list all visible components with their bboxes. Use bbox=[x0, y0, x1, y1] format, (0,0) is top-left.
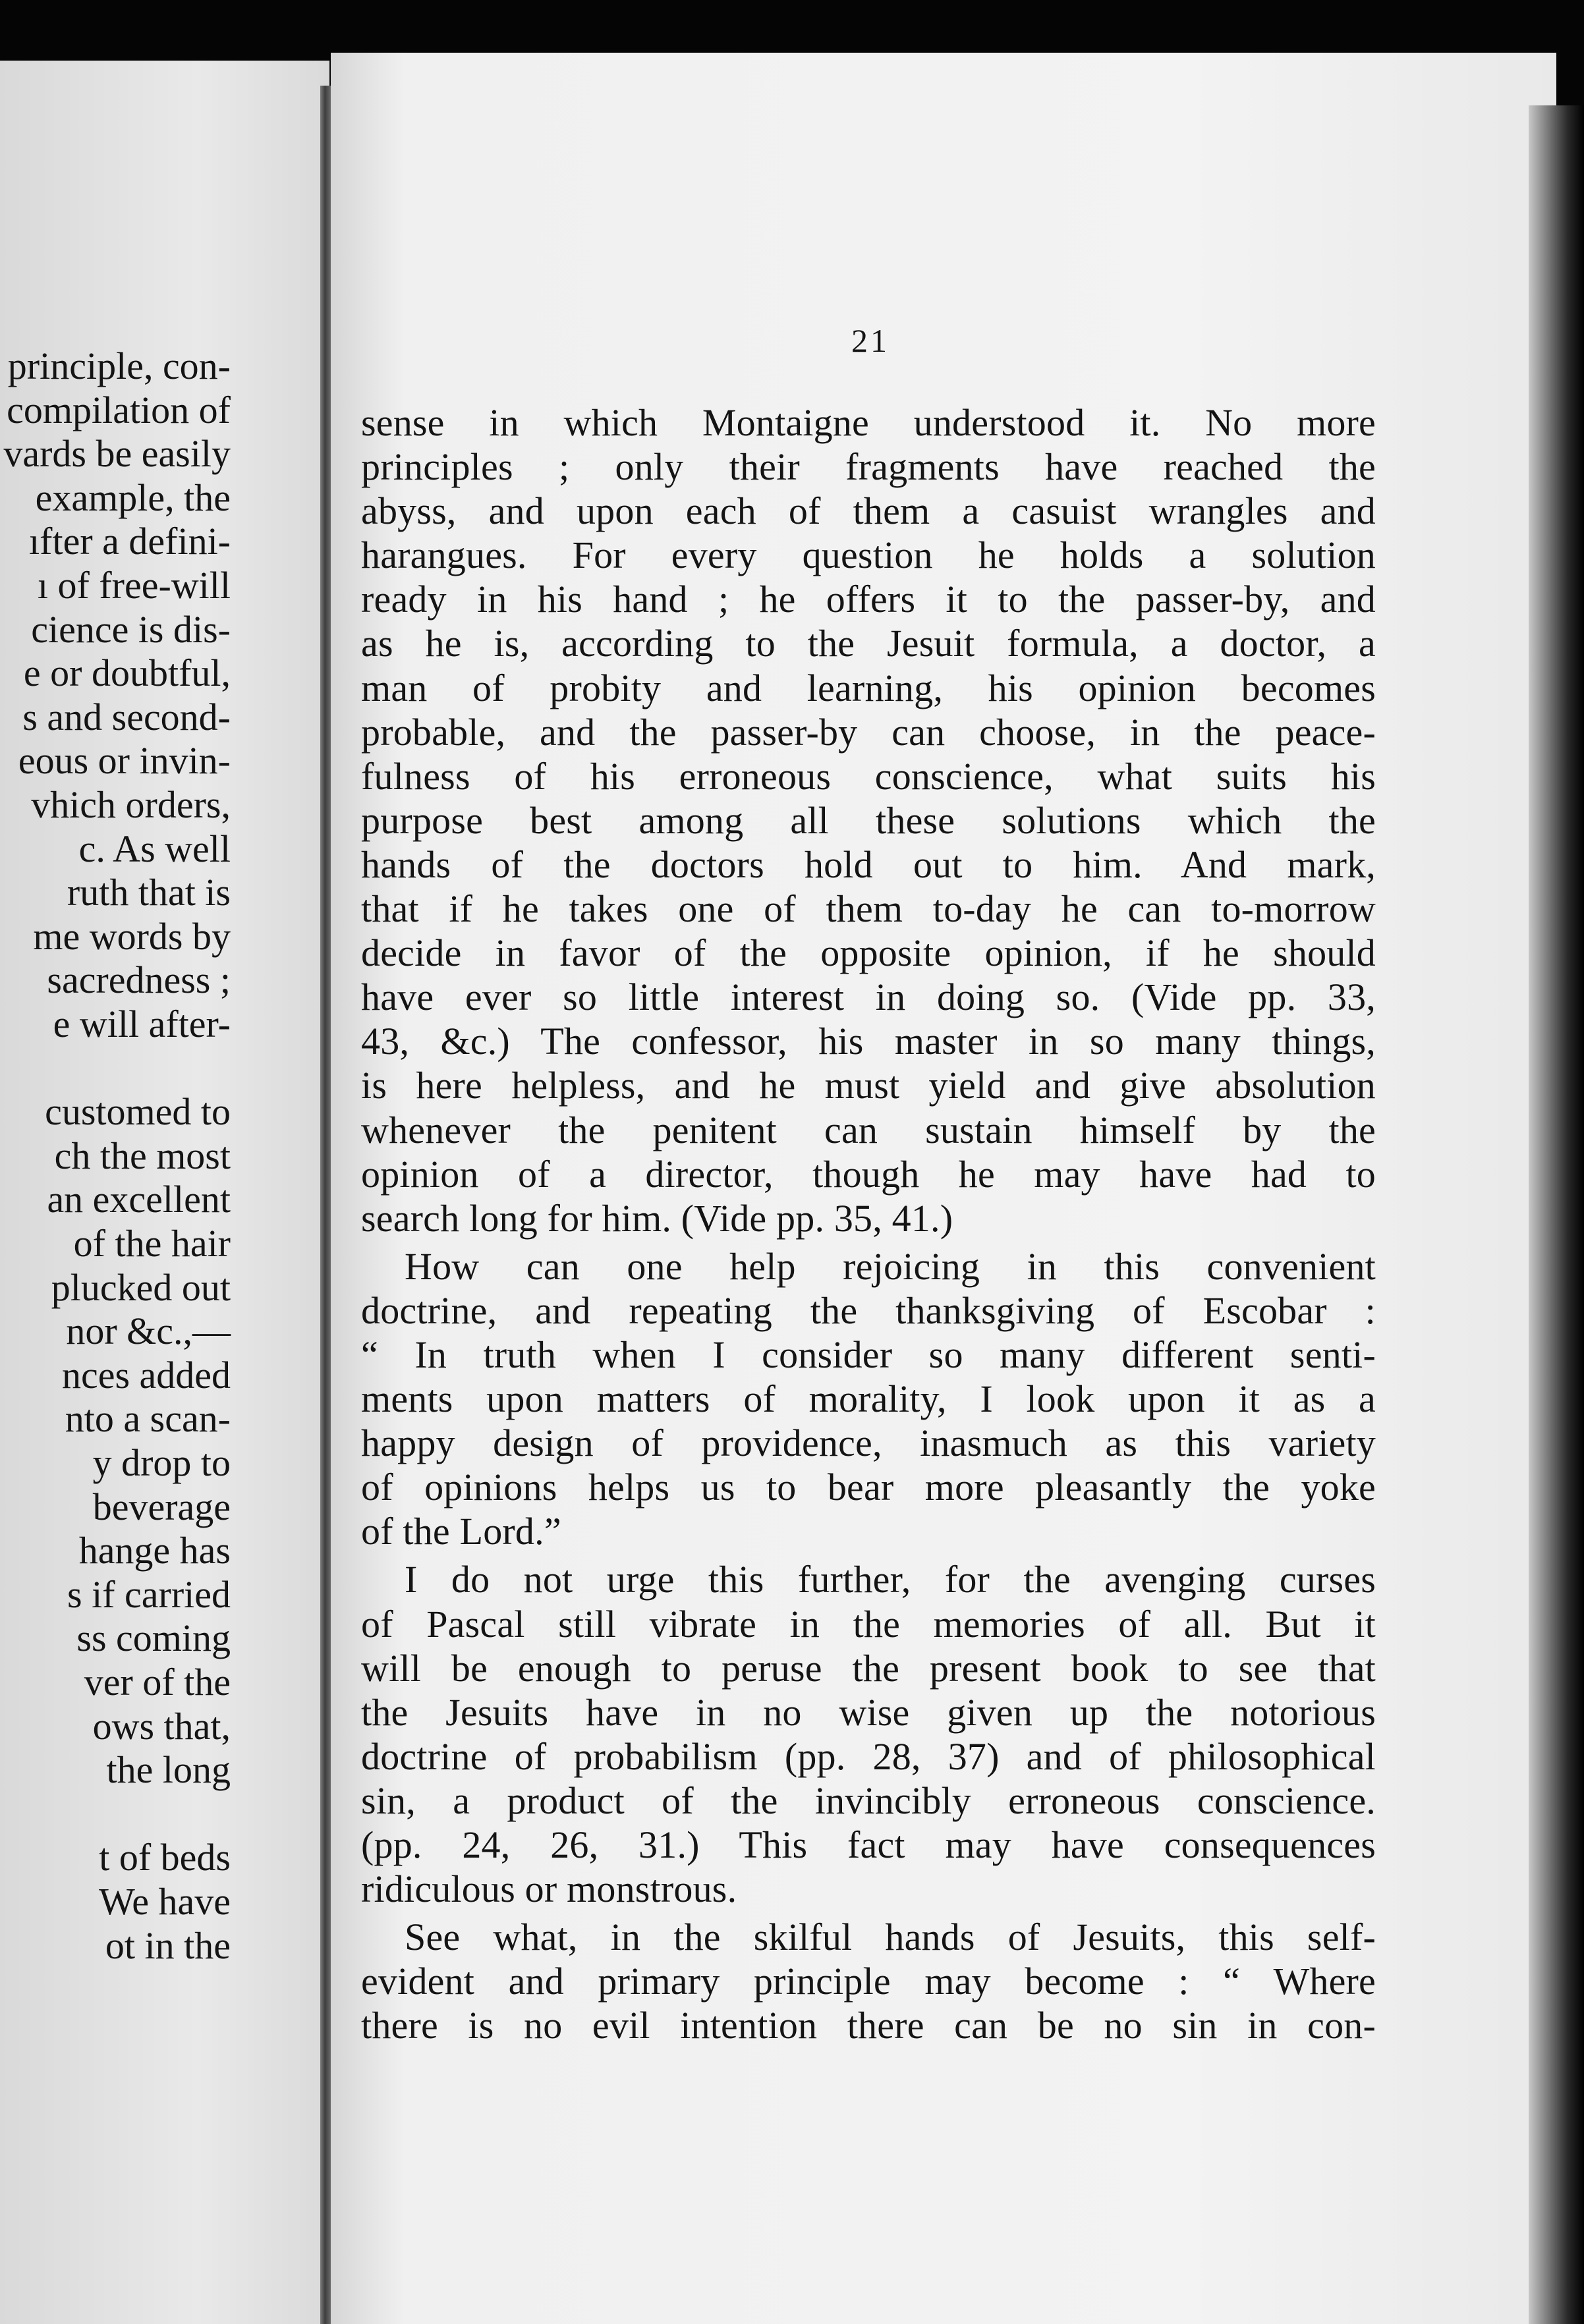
left-page-line: of the hair bbox=[73, 1222, 231, 1265]
text-line: that if he takes one of them to-day he can to-morrow bbox=[361, 887, 1376, 931]
text-line: doctrine of probabilism (pp. 28, 37) and of philosophical bbox=[361, 1734, 1376, 1778]
left-page-line: ows that, bbox=[92, 1704, 231, 1748]
text-line: hands of the doctors hold out to him. And mark, bbox=[361, 843, 1376, 886]
left-page-line: e will after- bbox=[53, 1003, 231, 1045]
left-page-line: s and second- bbox=[22, 695, 231, 738]
text-line: search long for him. (Vide pp. 35, 41.) bbox=[361, 1196, 953, 1240]
left-page-line: vhich orders, bbox=[31, 783, 231, 826]
text-line: 43, &c.) The confessor, his master in so many things, bbox=[361, 1020, 1376, 1063]
left-page-line: compilation of bbox=[7, 388, 231, 431]
left-page-line: an excellent bbox=[47, 1178, 231, 1221]
left-page-line: ch the most bbox=[54, 1134, 231, 1177]
text-line: of opinions helps us to bear more pleasantly the yoke bbox=[361, 1466, 1376, 1509]
text-line: How can one help rejoicing in this convenient bbox=[405, 1244, 1376, 1288]
text-line: have ever so little interest in doing so. (Vide pp. 33, bbox=[361, 976, 1376, 1019]
left-page-line: plucked out bbox=[51, 1265, 231, 1309]
main-text-block bbox=[361, 401, 1376, 2047]
text-line: doctrine, and repeating the thanksgiving of Escobar : bbox=[361, 1288, 1376, 1332]
left-page-line: principle, con- bbox=[7, 345, 231, 387]
left-page-line: customed to bbox=[45, 1090, 231, 1134]
left-page-line: the long bbox=[106, 1748, 231, 1792]
text-line: the Jesuits have in no wise given up the notorious bbox=[361, 1690, 1376, 1734]
text-line: of the Lord.” bbox=[361, 1510, 561, 1553]
left-page-line: nor &c.,— bbox=[66, 1310, 231, 1353]
left-page-line: me words by bbox=[33, 914, 231, 958]
left-page-line: hange has bbox=[78, 1529, 231, 1572]
text-line: will be enough to peruse the present book to see that bbox=[361, 1646, 1376, 1690]
text-line: sin, a product of the invincibly erroneous conscience. bbox=[361, 1779, 1376, 1822]
left-page-line: eous or invin- bbox=[18, 739, 231, 783]
text-line: abyss, and upon each of them a casuist wrangles and bbox=[361, 489, 1376, 533]
left-page-line: ss coming bbox=[76, 1617, 231, 1660]
text-line: sense in which Montaigne understood it. No more bbox=[361, 401, 1376, 444]
text-line: whenever the penitent can sustain himself by the bbox=[361, 1108, 1376, 1151]
text-line: See what, in the skilful hands of Jesuits, this self- bbox=[405, 1916, 1376, 1959]
text-line: fulness of his erroneous conscience, what suits his bbox=[361, 754, 1376, 798]
text-line: ready in his hand ; he offers it to the passer-by, and bbox=[361, 578, 1376, 621]
text-line: as he is, according to the Jesuit formula, a doctor, a bbox=[361, 622, 1376, 665]
text-line: evident and primary principle may become : “ Where bbox=[361, 1960, 1376, 2003]
left-page-line: sacredness ; bbox=[47, 958, 231, 1002]
text-line: of Pascal still vibrate in the memories of all. But it bbox=[361, 1602, 1376, 1646]
text-line: decide in favor of the opposite opinion, if he should bbox=[361, 931, 1376, 975]
left-page-line: c. As well bbox=[78, 827, 231, 870]
text-line: “ In truth when I consider so many different senti- bbox=[361, 1333, 1376, 1376]
text-line: is here helpless, and he must yield and give absolution bbox=[361, 1064, 1376, 1107]
text-line: opinion of a director, though he may have had to bbox=[361, 1152, 1376, 1196]
left-page-line: beverage bbox=[92, 1485, 231, 1528]
left-page-line: ruth that is bbox=[67, 871, 231, 914]
left-page-line: ı of free-will bbox=[37, 564, 231, 607]
text-line: (pp. 24, 26, 31.) This fact may have consequences bbox=[361, 1823, 1376, 1866]
left-page-line: example, the bbox=[35, 476, 231, 519]
text-line: principles ; only their fragments have reached the bbox=[361, 445, 1376, 489]
left-page-line: y drop to bbox=[92, 1441, 231, 1484]
left-page-line: vards be easily bbox=[3, 432, 231, 476]
left-page-line: We have bbox=[99, 1880, 231, 1923]
left-page-line: nces added bbox=[61, 1353, 231, 1397]
page-gutter bbox=[320, 86, 331, 2324]
left-page-line: s if carried bbox=[67, 1572, 231, 1616]
text-line: ridiculous or monstrous. bbox=[361, 1868, 737, 1911]
text-line: I do not urge this further, for the avenging curses bbox=[405, 1558, 1376, 1601]
page-edge-shadow bbox=[1529, 105, 1584, 2324]
left-page-line: ıfter a defini- bbox=[29, 520, 231, 563]
left-page-fragment bbox=[0, 61, 329, 2324]
left-page-line: ver of the bbox=[84, 1661, 231, 1703]
left-page-line: ot in the bbox=[105, 1923, 231, 1967]
left-page-line: e or doubtful, bbox=[23, 651, 231, 695]
text-line: man of probity and learning, his opinion becomes bbox=[361, 666, 1376, 709]
text-line: harangues. For every question he holds a solution bbox=[361, 534, 1376, 577]
left-page-line: t of beds bbox=[99, 1836, 231, 1879]
text-line: happy design of providence, inasmuch as this variety bbox=[361, 1422, 1376, 1465]
text-line: ments upon matters of morality, I look upon it as a bbox=[361, 1377, 1376, 1421]
page-number: 21 bbox=[851, 322, 890, 359]
text-line: probable, and the passer-by can choose, in the peace- bbox=[361, 710, 1376, 754]
text-line: there is no evil intention there can be no sin in con- bbox=[361, 2004, 1376, 2047]
text-line: purpose best among all these solutions which the bbox=[361, 798, 1376, 842]
left-page-line: cience is dis- bbox=[31, 607, 231, 651]
left-page-line: nto a scan- bbox=[65, 1397, 231, 1441]
